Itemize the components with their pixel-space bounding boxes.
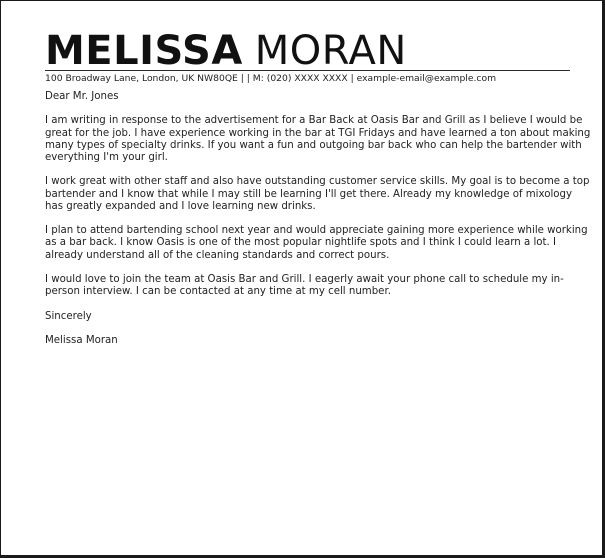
letterhead-divider [45, 70, 570, 71]
salutation: Dear Mr. Jones [45, 91, 119, 102]
letter-body [45, 91, 593, 359]
contact-line: 100 Broadway Lane, London, UK NW80QE | | M: (020) XXXX XXXX | example-email@example.com [45, 73, 497, 84]
signature: Melissa Moran [45, 334, 118, 346]
paragraph-2: I work great with other staff and also have outstanding customer service skills. My goal is to become a top bartender and I know that while I may still be learning I'll get there. Already my knowledge of mixology has greatly expanded and I love learning new drinks. [45, 176, 590, 212]
letterhead-name [45, 28, 407, 74]
letterhead-first-name: MELISSA [45, 28, 243, 74]
paragraph-4: I would love to join the team at Oasis Bar and Grill. I eagerly await your phone call to schedule my in-person interview. I can be contacted at any time at my cell number. [45, 273, 564, 298]
paragraph-1: I am writing in response to the advertisement for a Bar Back at Oasis Bar and Grill as I believe I would be great for the job. I have experience working in the bar at TGI Fridays and have learned a ton about making many types of specialty drinks. If you want a fun and outgoing bar back who can help the bartender with everything I'm your girl. [45, 115, 591, 163]
closing: Sincerely [45, 310, 92, 322]
letterhead-last-name: MORAN [254, 28, 407, 74]
paragraph-3: I plan to attend bartending school next year and would appreciate gaining more experience while working as a bar back. I know Oasis is one of the most popular nightlife spots and I think I could learn a lot. I already understand all of the cleaning standards and correct pours. [45, 225, 588, 261]
